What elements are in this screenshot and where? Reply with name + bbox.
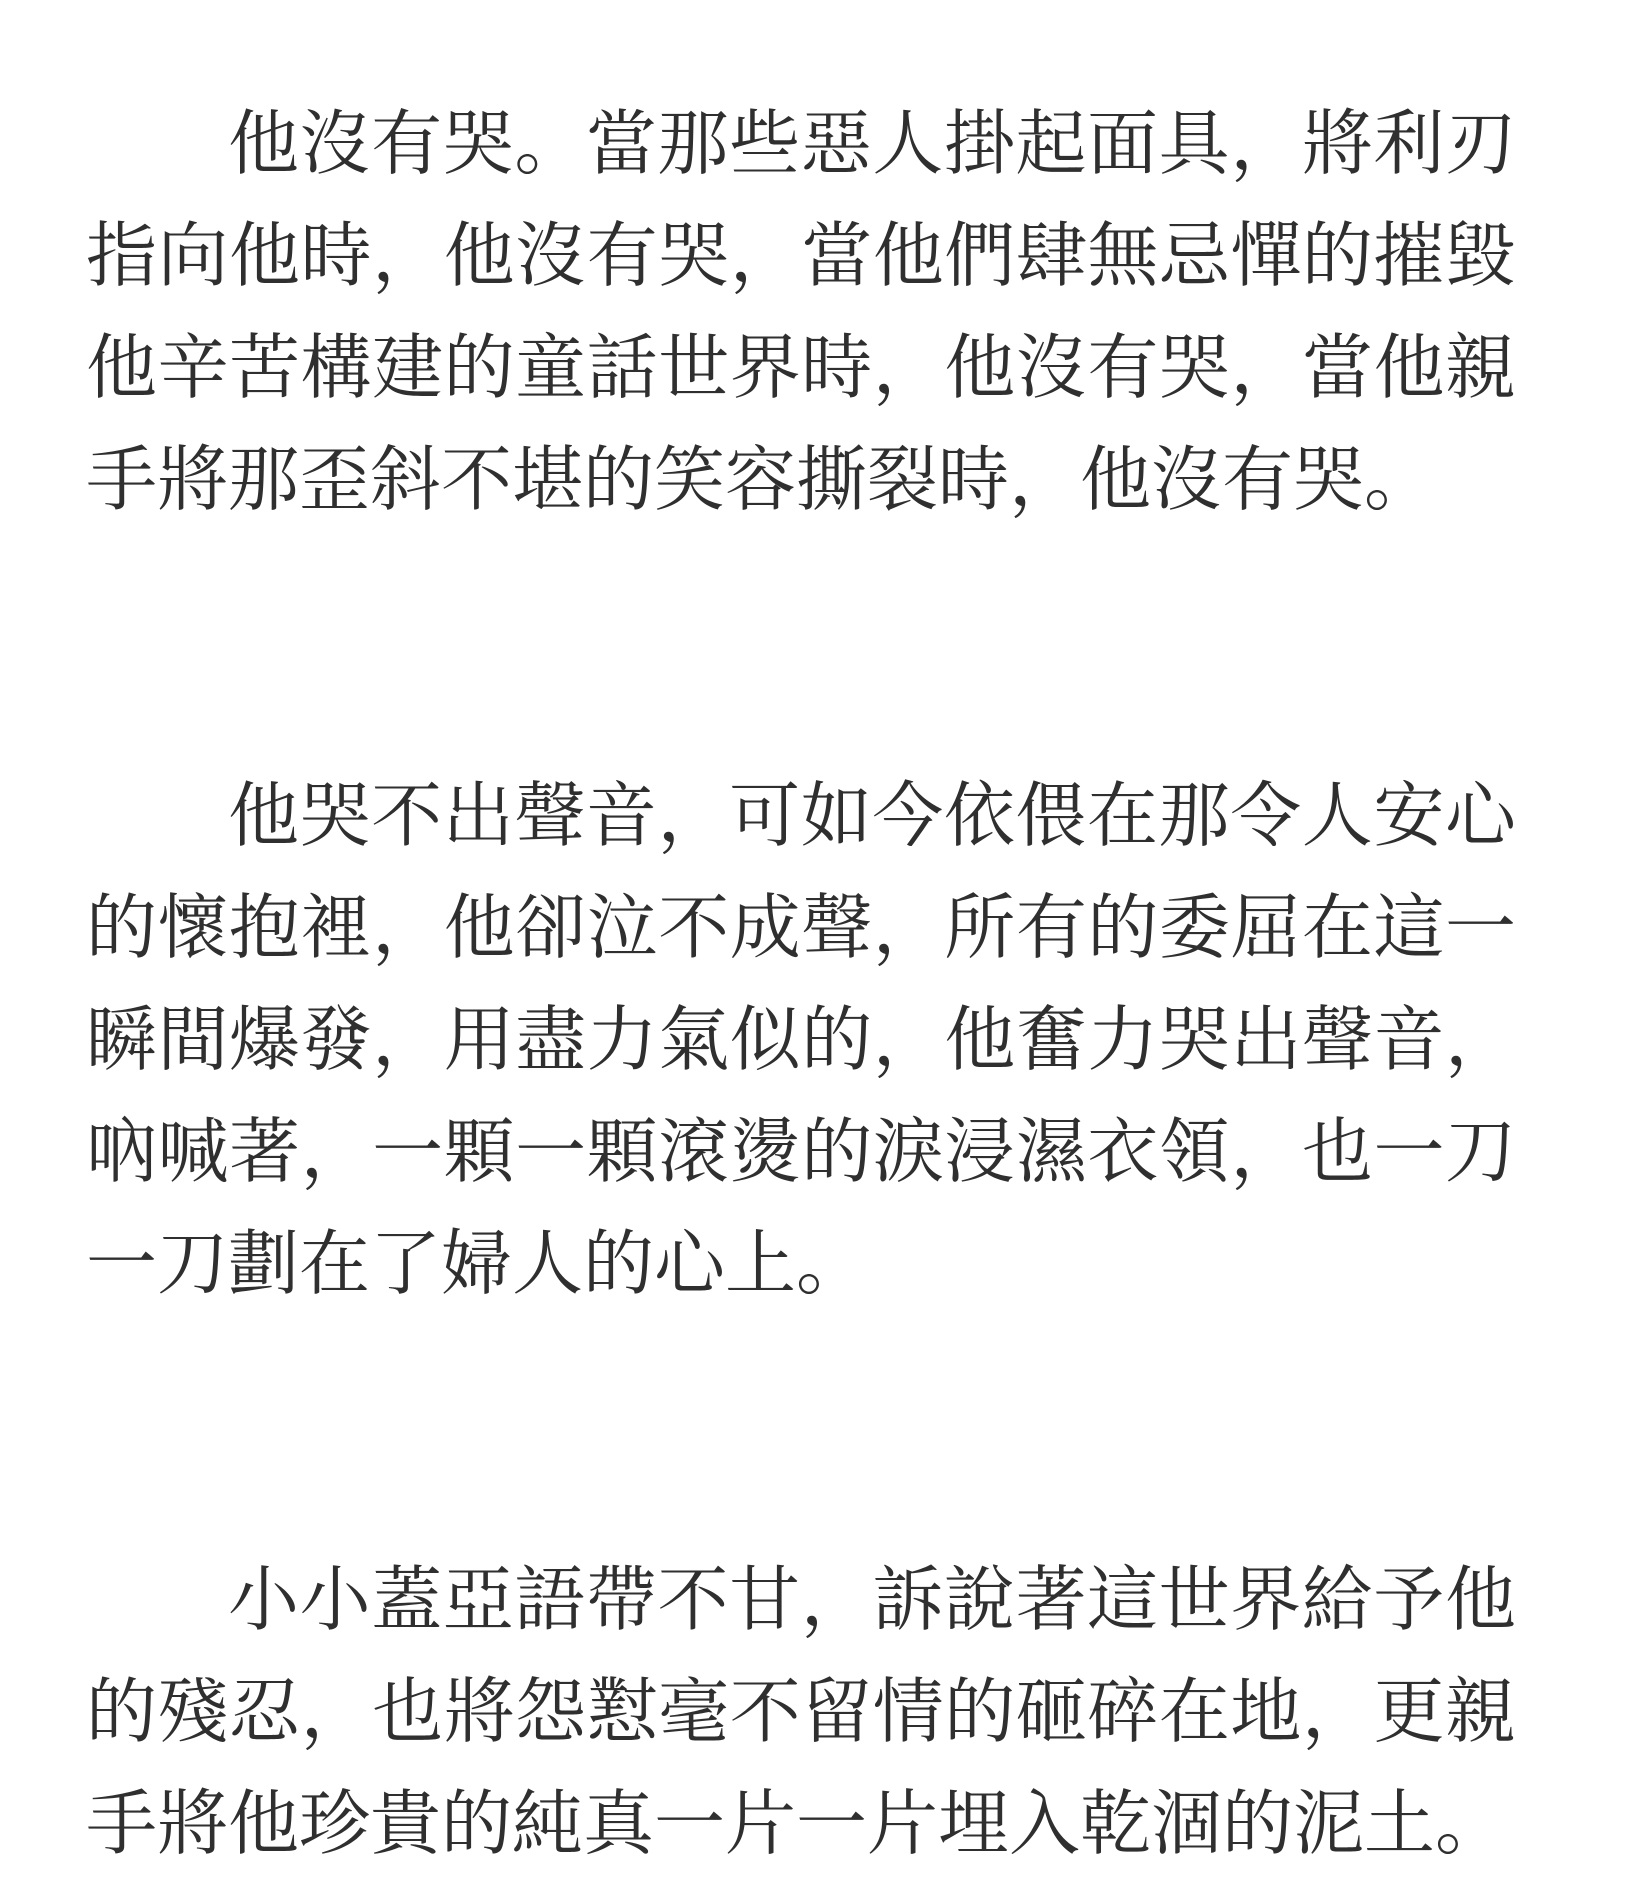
reader-page (86, 88, 1516, 1880)
story-paragraph-3: 小小蓋亞語帶不甘，訴說著這世界給予他的殘忍，也將怨懟毫不留情的砸碎在地，更親手將他珍貴的純真一片一片埋入乾涸的泥土。 (86, 1558, 1516, 1865)
story-paragraph-2: 他哭不出聲音，可如今依偎在那令人安心的懷抱裡，他卻泣不成聲，所有的委屈在這一瞬間爆發，用盡力氣似的，他奮力哭出聲音，吶喊著，一顆一顆滾燙的淚浸濕衣領，也一刀一刀劃在了婦人的心上。 (86, 774, 1516, 1305)
story-paragraph-1: 他沒有哭。當那些惡人掛起面具，將利刃指向他時，他沒有哭，當他們肆無忌憚的摧毀他辛苦構建的童話世界時，他沒有哭，當他親手將那歪斜不堪的笑容撕裂時，他沒有哭。 (86, 102, 1516, 521)
